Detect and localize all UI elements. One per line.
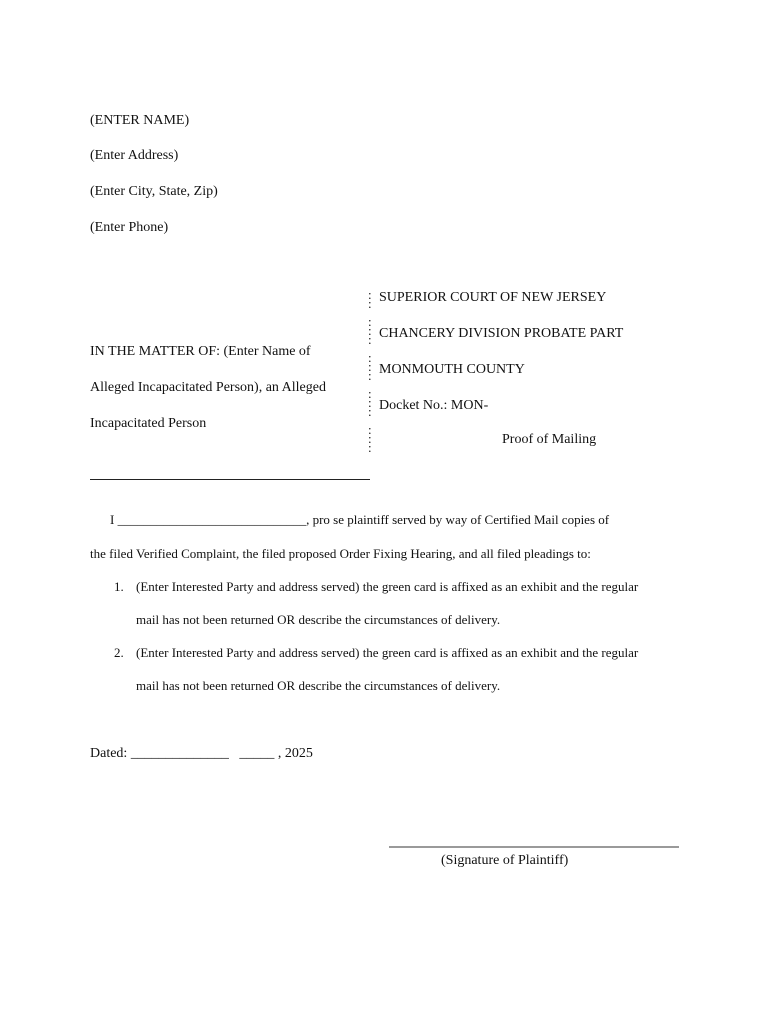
docket-number: Docket No.: MON- [379,398,489,413]
list-item-1-line-1: (Enter Interested Party and address served) the green card is affixed as an exhibit and the regular [136,579,639,594]
caption-underline [90,479,370,480]
body-line-1: I _____________________________, pro se plaintiff served by way of Certified Mail copies of [110,512,610,527]
list-item-1-number: 1. [114,579,124,594]
signature-label: (Signature of Plaintiff) [441,853,569,868]
filer-name: (ENTER NAME) [90,113,190,128]
list-item-1-line-2: mail has not been returned OR describe the circumstances of delivery. [136,612,501,627]
caption-colon-divider: : : : : : : : : : : : : : : [368,287,372,455]
signature-line [389,846,679,848]
matter-line-2: Alleged Incapacitated Person), an Alleged [90,380,326,395]
court-division: CHANCERY DIVISION PROBATE PART [379,326,624,341]
list-item-2-line-2: mail has not been returned OR describe the circumstances of delivery. [136,678,501,693]
list-item-2-number: 2. [114,645,124,660]
dated-line: Dated: ______________ _____ , 2025 [90,746,313,761]
filer-phone: (Enter Phone) [90,220,169,235]
filer-city-state-zip: (Enter City, State, Zip) [90,184,218,199]
matter-line-1: IN THE MATTER OF: (Enter Name of [90,344,311,359]
list-item-2-line-1: (Enter Interested Party and address served) the green card is affixed as an exhibit and the regular [136,645,639,660]
body-line-2: the filed Verified Complaint, the filed proposed Order Fixing Hearing, and all filed pleadings to: [90,546,591,561]
document-title: Proof of Mailing [502,432,597,447]
court-name: SUPERIOR COURT OF NEW JERSEY [379,290,607,305]
court-county: MONMOUTH COUNTY [379,362,525,377]
matter-line-3: Incapacitated Person [90,416,207,431]
filer-address: (Enter Address) [90,148,179,163]
